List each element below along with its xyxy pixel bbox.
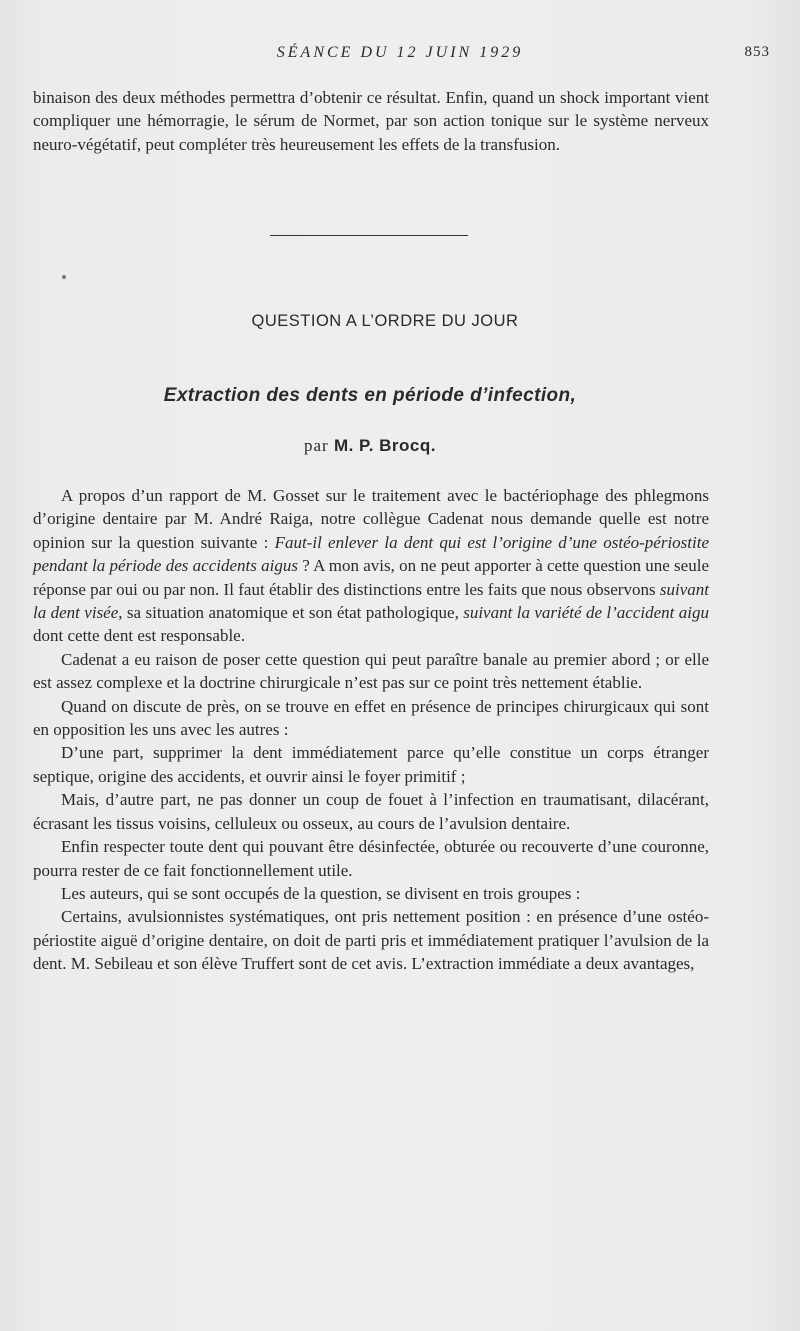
section-heading: QUESTION A L’ORDRE DU JOUR (251, 312, 519, 330)
p1-text-1: A propos d’un rapport de M. Gosset sur le traitement avec le bactériophage des phlegmons d’origine dentaire par M. André Raiga, notre collègue Cadenat nous demande quelle est notre opinion sur la question suivante : (33, 486, 709, 552)
byline-prefix: par (303, 436, 329, 455)
body-paragraph-6: Enfin respecter toute dent qui pouvant être désinfectée, obturée ou recouverte d’une couronne, pourra rester de ce fait fonctionnellement utile. (33, 837, 709, 880)
p1-italic-dent-visee: suivant la dent visée (33, 579, 709, 623)
running-head: SÉANCE DU 12 JUIN 1929 (276, 44, 524, 61)
p1-text-2: ? A mon avis, on ne peut apporter à cette question une seule réponse par oui ou par non. Il faut établir des distinctions entre les faits que nous observons (33, 556, 709, 599)
separator-rule (270, 235, 468, 236)
intro-paragraph (33, 86, 709, 156)
p1-text-4: dont cette dent est responsable. (33, 626, 245, 646)
byline-author: M. P. Brocq. (333, 436, 436, 455)
body-paragraph-4: D’une part, supprimer la dent immédiatement parce qu’elle constitue un corps étranger septique, origine des accidents, et ouvrir ainsi le foyer primitif ; (33, 743, 709, 786)
p1-italic-variete: suivant la variété de l’accident aigu (463, 603, 710, 623)
body-paragraph-2: Cadenat a eu raison de poser cette question qui peut paraître banale au premier abord ; or elle est assez complexe et la doctrine chirurgicale n’est pas sur ce point très nettement établie. (33, 649, 709, 693)
page-number: 853 (744, 44, 770, 60)
p1-text-3: , sa situation anatomique et son état pathologique, (118, 603, 464, 623)
body-paragraph-1 (33, 484, 709, 648)
intro-paragraph-text: binaison des deux méthodes permettra d’obtenir ce résultat. Enfin, quand un shock important vient compliquer une hémorragie, le sérum de Normet, par son action tonique sur le système nerveux neuro-végétatif, peut compléter très heureusement les effets de la transfusion. (33, 88, 709, 154)
article-title: Extraction des dents en période d’infection, (163, 385, 577, 406)
byline (0, 436, 740, 456)
body-paragraph-5: Mais, d’autre part, ne pas donner un coup de fouet à l’infection en traumatisant, dilacérant, écrasant les tissus voisins, celluleux ou osseux, au cours de l’avulsion dentaire. (33, 790, 709, 833)
body-paragraph-8: Certains, avulsionnistes systématiques, ont pris nettement position : en présence d’une ostéo-périostite aiguë d’origine dentaire, on doit de parti pris et immédiatement pratiquer l’avulsion de la dent. M. Sebileau et son élève Truffert sont de cet avis. L’extraction immédiate a deux avantages, (33, 907, 709, 974)
article-body (33, 484, 709, 976)
p1-italic-question: Faut-il enlever la dent qui est l’origine d’une ostéo-périostite pendant la période des accidents aigus (33, 532, 709, 576)
page-header (0, 42, 800, 66)
body-paragraph-3: Quand on discute de près, on se trouve en effet en présence de principes chirurgicaux qui sont en opposition les uns avec les autres : (33, 696, 709, 740)
print-speck (62, 275, 66, 279)
body-paragraph-7: Les auteurs, qui se sont occupés de la question, se divisent en trois groupes : (61, 883, 581, 903)
